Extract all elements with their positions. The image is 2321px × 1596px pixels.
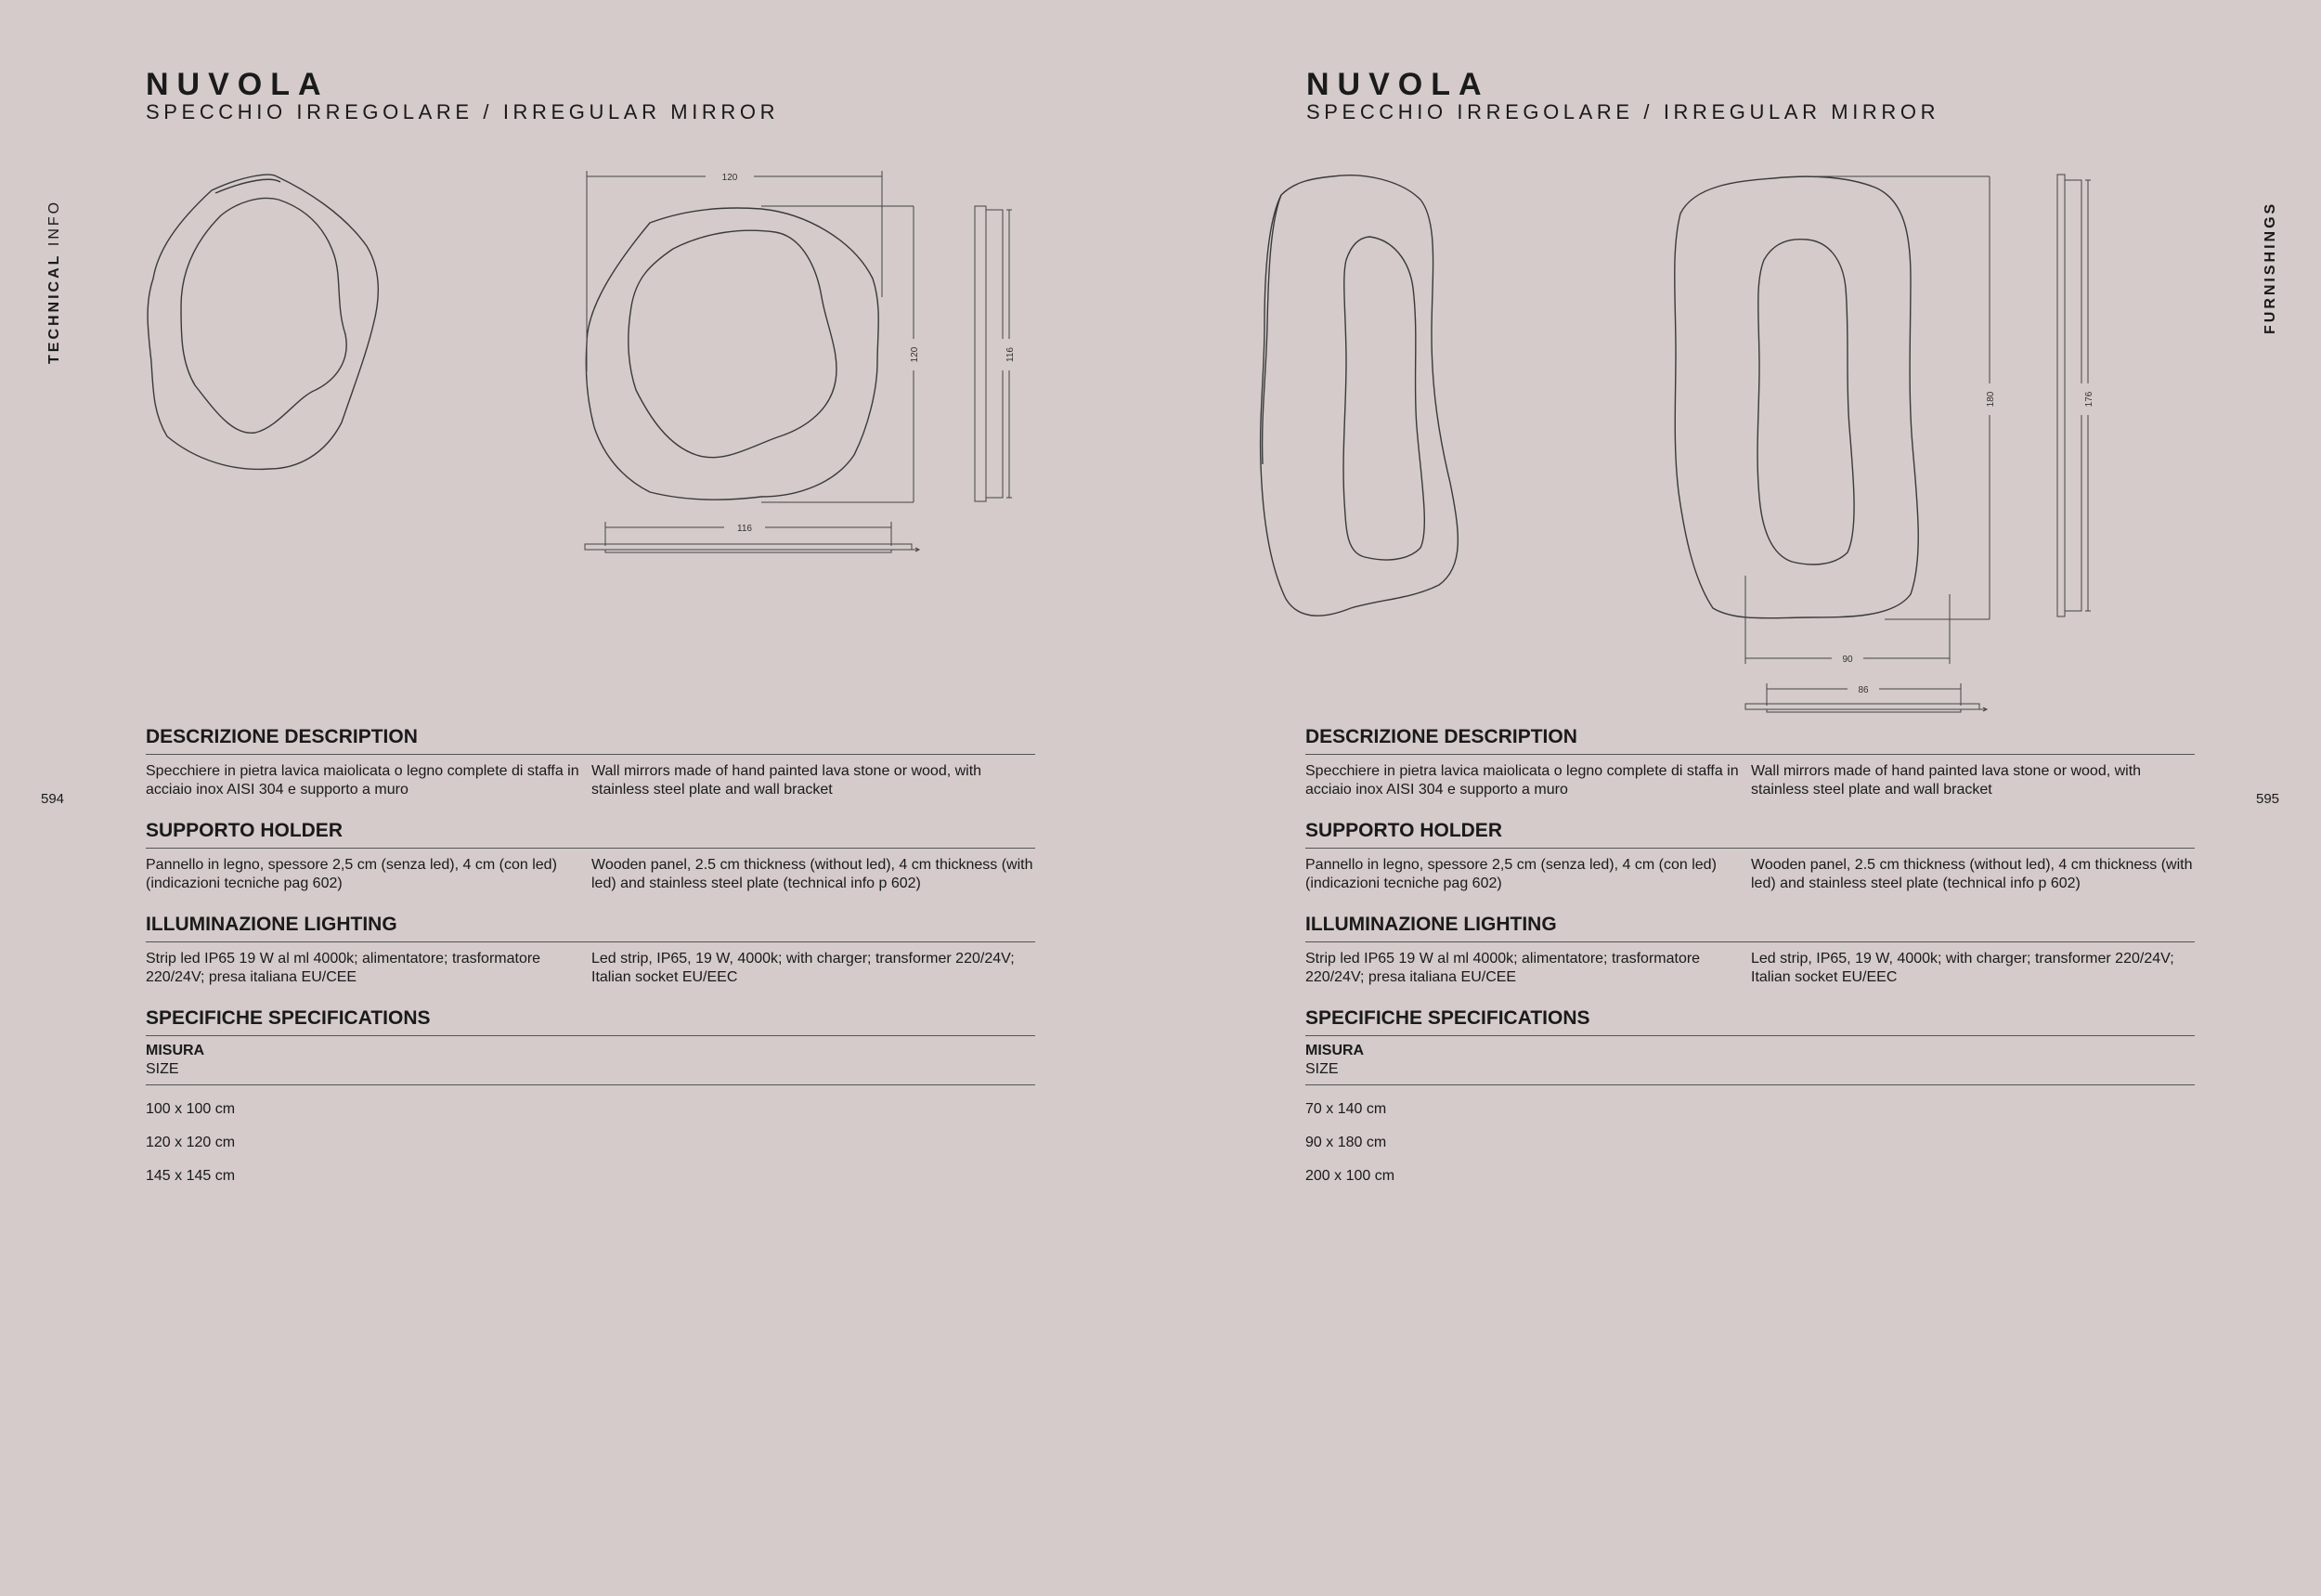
dim-height-label: 180 <box>1986 391 1996 408</box>
size-item: 200 x 100 cm <box>1305 1168 1395 1184</box>
description-label-it: DESCRIZIONE <box>146 726 279 747</box>
specifications-label-en: SPECIFICATIONS <box>267 1007 431 1029</box>
product-title: NUVOLA <box>146 67 330 102</box>
page-number: 594 <box>41 791 65 807</box>
side-profile-back <box>2065 180 2081 611</box>
left-page <box>0 0 1160 1596</box>
size-item: 100 x 100 cm <box>146 1101 236 1117</box>
lighting-heading <box>1305 914 2195 942</box>
plan-profile-plate <box>1767 709 1961 712</box>
size-label-it: MISURA <box>1305 1043 1365 1058</box>
size-heading <box>1305 1036 2195 1085</box>
dim-bottom-width-label: 90 <box>1842 655 1853 665</box>
technical-drawing-oval <box>1160 0 2321 733</box>
dim-top-width-label: 120 <box>721 173 738 183</box>
dim-top-line <box>587 171 882 371</box>
mirror-inner-front <box>629 230 836 458</box>
holder-label-en: HOLDER <box>1420 820 1502 841</box>
holder-text-en: Wooden panel, 2.5 cm thickness (without led), 4 cm thickness (with led) and stainless steel plate (technical info p 602) <box>591 857 1033 891</box>
side-profile <box>2057 175 2065 616</box>
size-heading <box>146 1036 1035 1085</box>
description-text-en: Wall mirrors made of hand painted lava stone or wood, with stainless steel plate and wall bracket <box>1751 763 2142 798</box>
mirror-outer-perspective <box>1261 175 1459 616</box>
specifications-section <box>146 1007 1035 1193</box>
holder-heading <box>146 820 1035 849</box>
size-list <box>146 1093 1035 1193</box>
right-page <box>1160 0 2321 1596</box>
holder-label-it: SUPPORTO <box>146 820 255 841</box>
description-label-it: DESCRIZIONE <box>1305 726 1439 747</box>
specifications-heading <box>146 1007 1035 1036</box>
specs-section <box>1305 726 2195 1213</box>
specifications-label-en: SPECIFICATIONS <box>1427 1007 1590 1029</box>
description-label-en: DESCRIPTION <box>284 726 418 747</box>
dim-height-line <box>1810 176 1990 619</box>
technical-drawing-round <box>0 0 1160 733</box>
side-profile <box>975 206 986 501</box>
side-label-bold: TECHNICAL <box>46 253 62 364</box>
plan-profile-plate <box>605 550 891 552</box>
mirror-inner-front <box>1757 240 1854 564</box>
description-label-en: DESCRIPTION <box>1444 726 1577 747</box>
size-label-it: MISURA <box>146 1043 205 1058</box>
specifications-section <box>1305 1007 2195 1193</box>
product-subtitle: SPECCHIO IRREGOLARE / IRREGULAR MIRROR <box>1306 100 1940 123</box>
product-subtitle: SPECCHIO IRREGOLARE / IRREGULAR MIRROR <box>146 100 780 123</box>
dim-side-height-label: 176 <box>2084 391 2094 408</box>
holder-text-it: Pannello in legno, spessore 2,5 cm (senza led), 4 cm (con led) (indicazioni tecniche pag 602) <box>1305 857 1717 891</box>
mirror-inner-perspective <box>181 199 346 434</box>
specifications-heading <box>1305 1007 2195 1036</box>
plan-arrow <box>912 548 919 551</box>
lighting-text-it: Strip led IP65 19 W al ml 4000k; alimentatore; trasformatore 220/24V; presa italiana EU/CEE <box>146 951 541 985</box>
dim-side-height-label: 116 <box>1005 347 1016 362</box>
holder-heading <box>1305 820 2195 849</box>
dim-bottom-width-label: 116 <box>737 524 752 534</box>
holder-label-it: SUPPORTO <box>1305 820 1415 841</box>
lighting-label-it: ILLUMINAZIONE <box>1305 914 1459 935</box>
dim-plan-width-label: 86 <box>1858 685 1869 695</box>
lighting-text-en: Led strip, IP65, 19 W, 4000k; with charger; transformer 220/24V; Italian socket EU/EEC <box>1751 951 2174 985</box>
holder-label-en: HOLDER <box>260 820 343 841</box>
holder-section <box>146 820 1035 893</box>
product-title: NUVOLA <box>1306 67 1490 102</box>
description-section <box>1305 726 2195 799</box>
dim-height-line <box>761 206 914 502</box>
lighting-heading <box>146 914 1035 942</box>
holder-text-it: Pannello in legno, spessore 2,5 cm (senza led), 4 cm (con led) (indicazioni tecniche pag 602) <box>146 857 557 891</box>
side-label-light: INFO <box>46 199 62 247</box>
lighting-text-en: Led strip, IP65, 19 W, 4000k; with charger; transformer 220/24V; Italian socket EU/EEC <box>591 951 1015 985</box>
size-item: 90 x 180 cm <box>1305 1135 1387 1150</box>
lighting-label-en: LIGHTING <box>304 914 397 935</box>
specifications-label-it: SPECIFICHE <box>146 1007 264 1029</box>
dim-height-label: 120 <box>910 346 920 363</box>
size-label-en: SIZE <box>1305 1061 1339 1077</box>
holder-text-en: Wooden panel, 2.5 cm thickness (without led), 4 cm thickness (with led) and stainless steel plate (technical info p 602) <box>1751 857 2193 891</box>
holder-section <box>1305 820 2195 893</box>
description-heading <box>1305 726 2195 755</box>
size-item: 120 x 120 cm <box>146 1135 236 1150</box>
description-text-it: Specchiere in pietra lavica maiolicata o legno complete di staffa in acciaio inox AISI 304 e supporto a muro <box>146 763 579 798</box>
description-text-en: Wall mirrors made of hand painted lava stone or wood, with stainless steel plate and wall bracket <box>591 763 982 798</box>
lighting-label-it: ILLUMINAZIONE <box>146 914 299 935</box>
lighting-section <box>1305 914 2195 987</box>
plan-arrow <box>1979 707 1987 711</box>
mirror-outer-perspective-edge <box>215 179 280 193</box>
mirror-outer-front <box>1675 176 1918 618</box>
size-list <box>1305 1093 2195 1193</box>
lighting-section <box>146 914 1035 987</box>
specifications-label-it: SPECIFICHE <box>1305 1007 1423 1029</box>
lighting-text-it: Strip led IP65 19 W al ml 4000k; alimentatore; trasformatore 220/24V; presa italiana EU/CEE <box>1305 951 1701 985</box>
size-label-en: SIZE <box>146 1061 179 1077</box>
plan-profile <box>1745 704 1979 709</box>
side-profile-back <box>986 210 1003 498</box>
size-item: 145 x 145 cm <box>146 1168 236 1184</box>
mirror-inner-perspective <box>1343 237 1424 560</box>
side-label-text: FURNISHINGS <box>2263 201 2278 334</box>
size-item: 70 x 140 cm <box>1305 1101 1387 1117</box>
specs-section <box>146 726 1035 1213</box>
description-text-it: Specchiere in pietra lavica maiolicata o legno complete di staffa in acciaio inox AISI 304 e supporto a muro <box>1305 763 1739 798</box>
description-section <box>146 726 1035 799</box>
mirror-outer-perspective <box>148 175 378 469</box>
lighting-label-en: LIGHTING <box>1463 914 1557 935</box>
description-heading <box>146 726 1035 755</box>
plan-profile <box>585 544 912 550</box>
page-number: 595 <box>2256 791 2280 807</box>
